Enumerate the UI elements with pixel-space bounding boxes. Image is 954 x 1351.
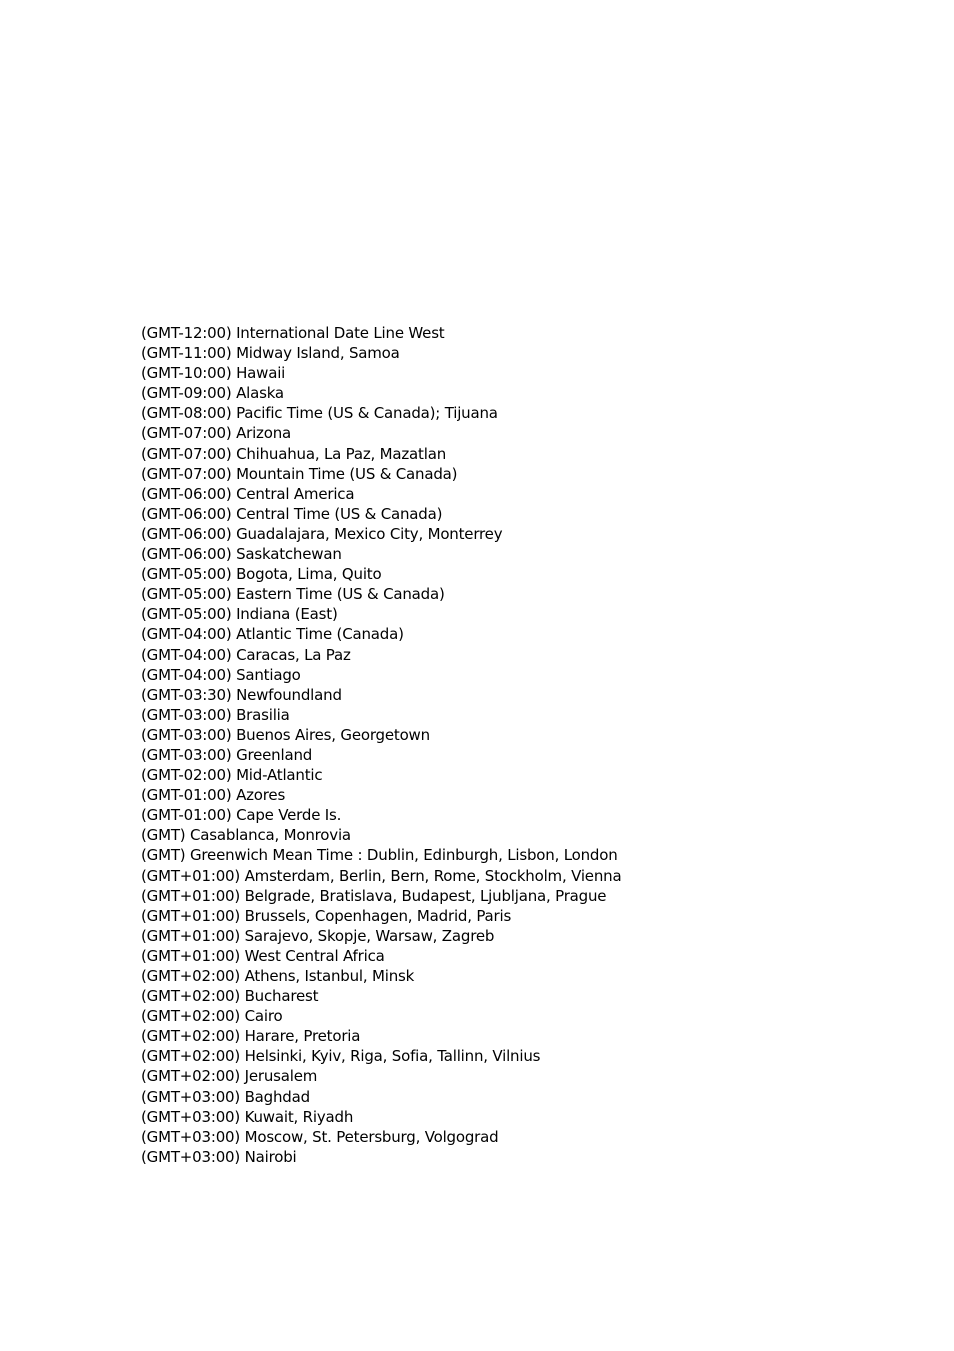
timezone-list-item: (GMT+02:00) Helsinki, Kyiv, Riga, Sofia, Tallinn, Vilnius	[141, 1047, 541, 1066]
timezone-list-item: (GMT-03:00) Brasilia	[141, 705, 290, 724]
timezone-list-item: (GMT-07:00) Mountain Time (US & Canada)	[141, 464, 458, 483]
timezone-list-item: (GMT-09:00) Alaska	[141, 384, 284, 403]
timezone-list-item: (GMT-07:00) Arizona	[141, 424, 292, 443]
timezone-list-item: (GMT+02:00) Athens, Istanbul, Minsk	[141, 967, 415, 985]
timezone-list-item: (GMT+02:00) Cairo	[141, 1007, 283, 1026]
timezone-list-item: (GMT-01:00) Cape Verde Is.	[141, 806, 342, 825]
timezone-list-item: (GMT-07:00) Chihuahua, La Paz, Mazatlan	[141, 444, 446, 463]
timezone-list-item: (GMT-06:00) Central Time (US & Canada)	[141, 504, 443, 523]
timezone-list-item: (GMT-05:00) Eastern Time (US & Canada)	[141, 585, 445, 604]
timezone-list-item: (GMT+03:00) Kuwait, Riyadh	[141, 1107, 354, 1126]
timezone-list-item: (GMT+02:00) Jerusalem	[141, 1067, 318, 1086]
timezone-list-item: (GMT+03:00) Nairobi	[141, 1147, 297, 1166]
timezone-list-item: (GMT-06:00) Guadalajara, Mexico City, Monterrey	[141, 524, 503, 543]
timezone-list-item: (GMT-03:00) Buenos Aires, Georgetown	[141, 725, 430, 744]
timezone-list-item: (GMT-04:00) Santiago	[141, 665, 301, 684]
timezone-list-item: (GMT-12:00) International Date Line West	[141, 324, 445, 342]
timezone-list-item: (GMT-10:00) Hawaii	[141, 364, 286, 383]
timezone-list-item: (GMT+01:00) Brussels, Copenhagen, Madrid, Paris	[141, 906, 512, 925]
timezone-list-item: (GMT+01:00) West Central Africa	[141, 946, 385, 965]
timezone-list-item: (GMT-11:00) Midway Island, Samoa	[141, 344, 400, 363]
timezone-list-item: (GMT+01:00) Sarajevo, Skopje, Warsaw, Zagreb	[141, 926, 495, 945]
timezone-list-item: (GMT) Casablanca, Monrovia	[141, 826, 351, 845]
timezone-list-item: (GMT) Greenwich Mean Time : Dublin, Edinburgh, Lisbon, London	[141, 846, 618, 865]
timezone-list-item: (GMT-04:00) Atlantic Time (Canada)	[141, 625, 404, 644]
timezone-list-item: (GMT-06:00) Saskatchewan	[141, 545, 342, 564]
timezone-list-item: (GMT-05:00) Indiana (East)	[141, 605, 338, 624]
timezone-list-item: (GMT-03:00) Greenland	[141, 745, 313, 764]
timezone-list-item: (GMT+02:00) Bucharest	[141, 987, 319, 1006]
timezone-list-item: (GMT+01:00) Amsterdam, Berlin, Bern, Rome, Stockholm, Vienna	[141, 866, 622, 885]
timezone-list-item: (GMT+03:00) Baghdad	[141, 1087, 310, 1106]
timezone-list-item: (GMT+03:00) Moscow, St. Petersburg, Volgograd	[141, 1127, 499, 1146]
timezone-list-item: (GMT-03:30) Newfoundland	[141, 685, 342, 704]
timezone-list-item: (GMT-08:00) Pacific Time (US & Canada); Tijuana	[141, 404, 498, 423]
timezone-list-item: (GMT-04:00) Caracas, La Paz	[141, 645, 351, 664]
timezone-list	[141, 323, 621, 1167]
timezone-list-item: (GMT-02:00) Mid-Atlantic	[141, 766, 323, 785]
timezone-list-item: (GMT+02:00) Harare, Pretoria	[141, 1027, 361, 1046]
timezone-list-item: (GMT-01:00) Azores	[141, 786, 286, 805]
timezone-list-item: (GMT-05:00) Bogota, Lima, Quito	[141, 565, 382, 584]
timezone-list-item: (GMT+01:00) Belgrade, Bratislava, Budapest, Ljubljana, Prague	[141, 886, 607, 905]
timezone-list-item: (GMT-06:00) Central America	[141, 484, 355, 503]
